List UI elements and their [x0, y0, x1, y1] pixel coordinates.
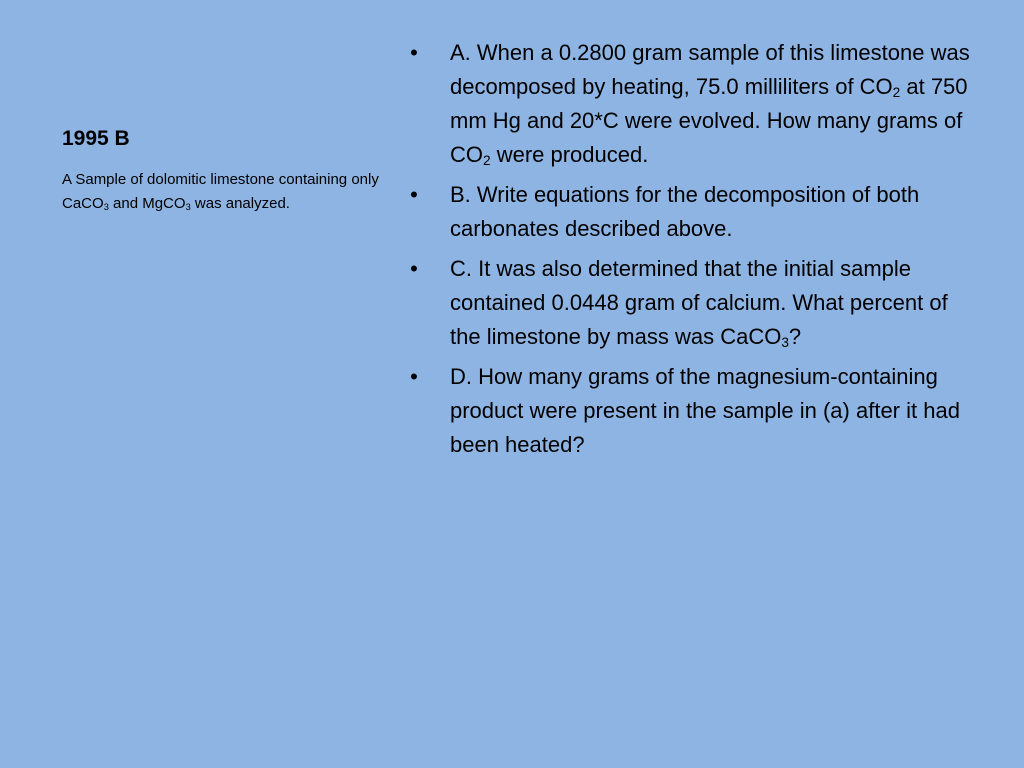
question-item — [405, 178, 975, 246]
intro-text-part: was analyzed. — [190, 195, 290, 212]
question-subscript: 2 — [892, 85, 901, 101]
question-text-part: A. When a 0.2800 gram sample of this limestone was decomposed by heating, 75.0 milliliters of CO — [450, 40, 970, 99]
question-text-part: B. Write equations for the decomposition of both carbonates described above. — [450, 182, 920, 241]
intro-text-part: and MgCO — [108, 195, 186, 212]
question-subscript: 2 — [483, 153, 491, 169]
question-panel — [405, 36, 975, 468]
bullet-icon: • — [410, 256, 418, 281]
intro-text — [62, 168, 382, 216]
bullet-icon: • — [410, 40, 418, 65]
question-subscript: 3 — [781, 335, 789, 351]
question-text-part: at 750 mm Hg and 20*C were evolved. How many grams of CO — [450, 74, 968, 167]
intro-subscript: 3 — [185, 202, 191, 213]
question-item — [405, 252, 975, 354]
left-panel — [62, 122, 382, 216]
bullet-icon: • — [410, 364, 418, 389]
intro-subscript: 3 — [103, 202, 109, 213]
question-text — [450, 40, 970, 167]
question-list — [405, 36, 975, 462]
intro-text-part: A Sample of dolomitic limestone containing only CaCO — [62, 171, 379, 212]
question-item — [405, 360, 975, 462]
question-text-part: were produced. — [490, 142, 649, 167]
question-text-part: C. It was also determined that the initial sample contained 0.0448 gram of calcium. What percent of the limestone by mass was CaCO — [450, 256, 948, 349]
bullet-icon: • — [410, 182, 418, 207]
question-text — [450, 364, 960, 457]
question-item — [405, 36, 975, 172]
question-text — [450, 182, 919, 241]
question-text-part: ? — [788, 324, 802, 349]
slide-title: 1995 B — [62, 127, 130, 150]
question-text — [450, 256, 948, 349]
question-text-part: D. How many grams of the magnesium-containing product were present in the sample in (a) after it had been heated? — [450, 364, 960, 457]
